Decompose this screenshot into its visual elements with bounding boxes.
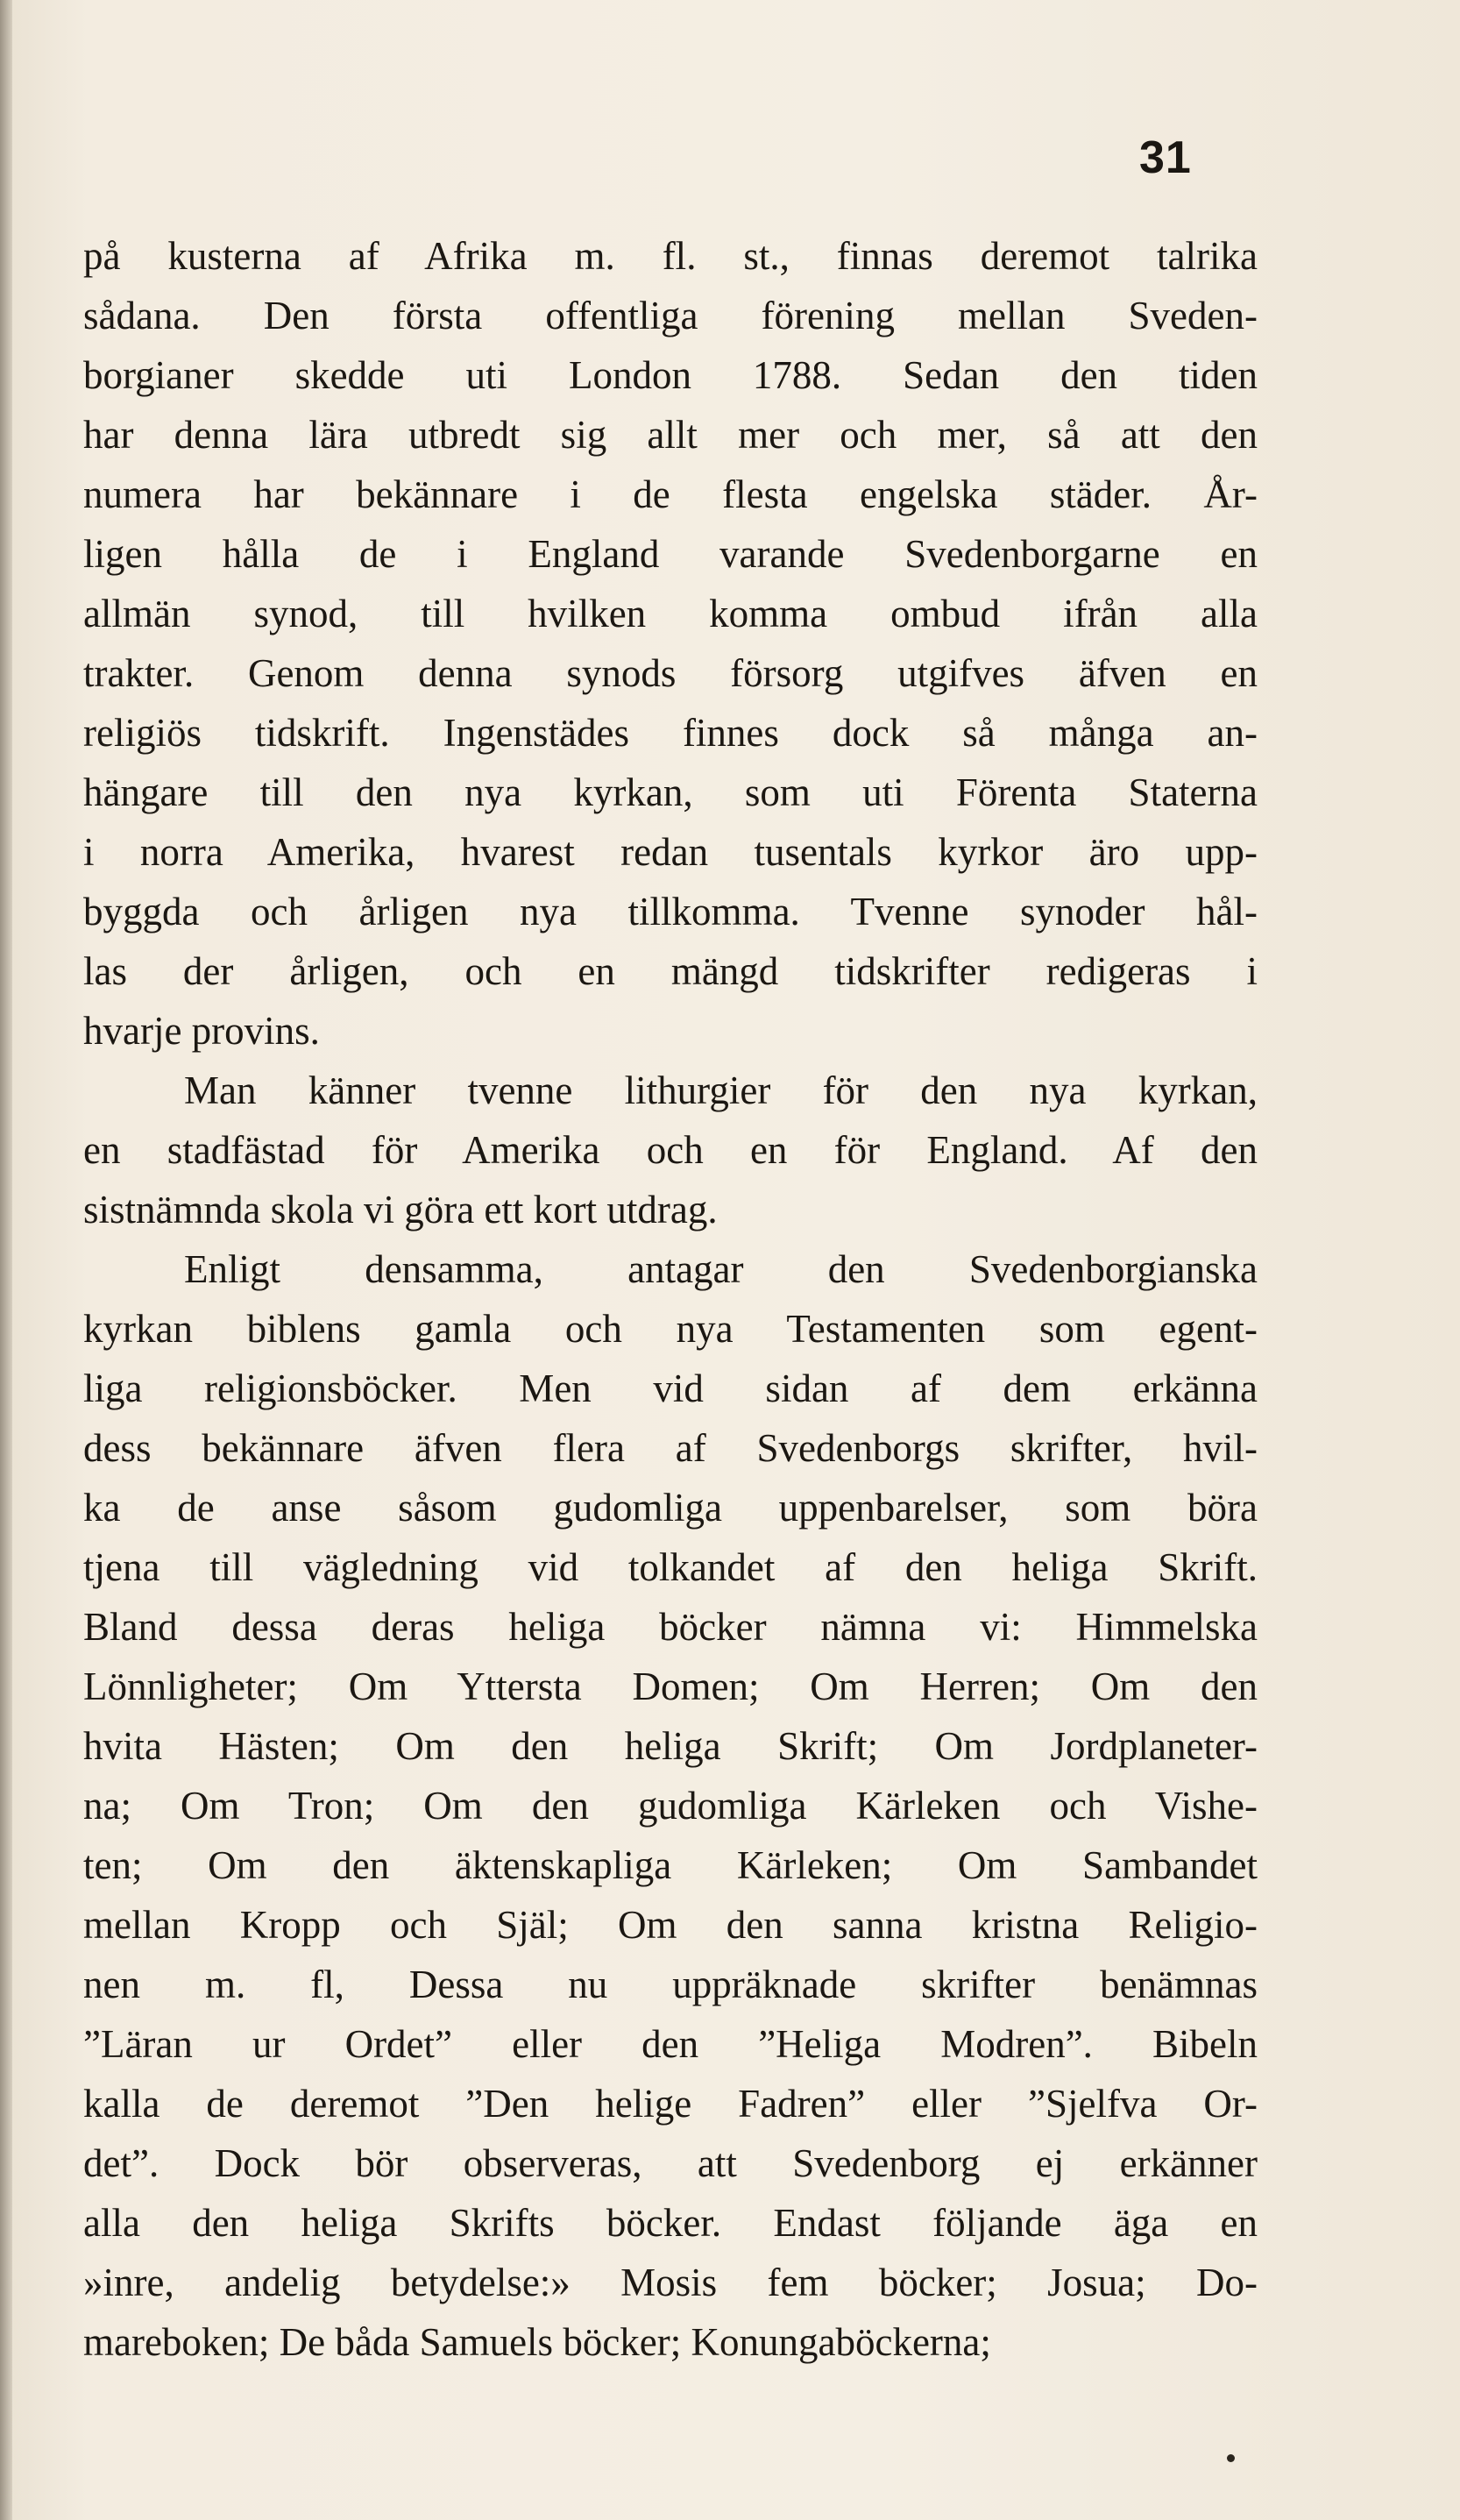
text-line: Bland dessa deras heliga böcker nämna vi: Himmelska xyxy=(83,1605,1258,1649)
text-line: har denna lära utbredt sig allt mer och mer, så att den xyxy=(83,413,1258,457)
text-line: ligen hålla de i England varande Svedenborgarne en xyxy=(83,532,1258,576)
text-line: byggda och årligen nya tillkomma. Tvenne synoder hål- xyxy=(83,890,1258,933)
text-line: mareboken; De båda Samuels böcker; Konungaböckerna; xyxy=(83,2320,991,2364)
text-line: nen m. fl, Dessa nu uppräknade skrifter benämnas xyxy=(83,1963,1258,2006)
text-line: hvarje provins. xyxy=(83,1009,320,1053)
text-line: hängare till den nya kyrkan, som uti Förenta Staterna xyxy=(83,770,1258,814)
text-line: borgianer skedde uti London 1788. Sedan den tiden xyxy=(83,353,1258,397)
text-line: kalla de deremot ”Den helige Fadren” eller ”Sjelfva Or- xyxy=(83,2082,1258,2126)
text-line: i norra Amerika, hvarest redan tusentals kyrkor äro upp- xyxy=(83,830,1258,874)
text-line: ”Läran ur Ordet” eller den ”Heliga Modren”. Bibeln xyxy=(83,2022,1258,2066)
text-line: ten; Om den äktenskapliga Kärleken; Om Sambandet xyxy=(83,1843,1258,1887)
text-line: sådana. Den första offentliga förening mellan Sveden- xyxy=(83,294,1258,337)
page-binding-edge xyxy=(0,0,12,2520)
text-line: på kusterna af Afrika m. fl. st., finnas deremot talrika xyxy=(83,234,1258,278)
text-line: numera har bekännare i de flesta engelska städer. År- xyxy=(83,472,1258,516)
text-line: Lönnligheter; Om Yttersta Domen; Om Herren; Om den xyxy=(83,1665,1258,1708)
text-line: religiös tidskrift. Ingenstädes finnes dock så många an- xyxy=(83,711,1258,755)
text-line: na; Om Tron; Om den gudomliga Kärleken och Vishe- xyxy=(83,1784,1258,1828)
body-text xyxy=(83,226,1258,2372)
text-line: hvita Hästen; Om den heliga Skrift; Om Jordplaneter- xyxy=(83,1724,1258,1768)
text-line: las der årligen, och en mängd tidskrifter redigeras i xyxy=(83,949,1258,993)
page-number: 31 xyxy=(1139,132,1192,183)
text-line: dess bekännare äfven flera af Svedenborgs skrifter, hvil- xyxy=(83,1426,1258,1470)
text-line: liga religionsböcker. Men vid sidan af dem erkänna xyxy=(83,1366,1258,1410)
text-line: mellan Kropp och Själ; Om den sanna kristna Religio- xyxy=(83,1903,1258,1947)
text-line: tjena till vägledning vid tolkandet af den heliga Skrift. xyxy=(83,1545,1258,1589)
text-line: ka de anse såsom gudomliga uppenbarelser, som böra xyxy=(83,1486,1258,1530)
text-line: Man känner tvenne lithurgier för den nya kyrkan, xyxy=(184,1068,1258,1112)
text-line: kyrkan biblens gamla och nya Testamenten som egent- xyxy=(83,1307,1258,1351)
text-line: sistnämnda skola vi göra ett kort utdrag. xyxy=(83,1188,718,1232)
text-line: Enligt densamma, antagar den Svedenborgianska xyxy=(184,1247,1258,1291)
text-line: en stadfästad för Amerika och en för England. Af den xyxy=(83,1128,1258,1172)
text-line: allmän synod, till hvilken komma ombud ifrån alla xyxy=(83,592,1258,635)
text-line: det”. Dock bör observeras, att Svedenborg ej erkänner xyxy=(83,2141,1258,2185)
text-line: »inre, andelig betydelse:» Mosis fem böcker; Josua; Do- xyxy=(83,2261,1258,2304)
text-line: trakter. Genom denna synods försorg utgifves äfven en xyxy=(83,651,1258,695)
text-line: alla den heliga Skrifts böcker. Endast följande äga en xyxy=(83,2201,1258,2245)
ink-speck xyxy=(1227,2454,1235,2462)
